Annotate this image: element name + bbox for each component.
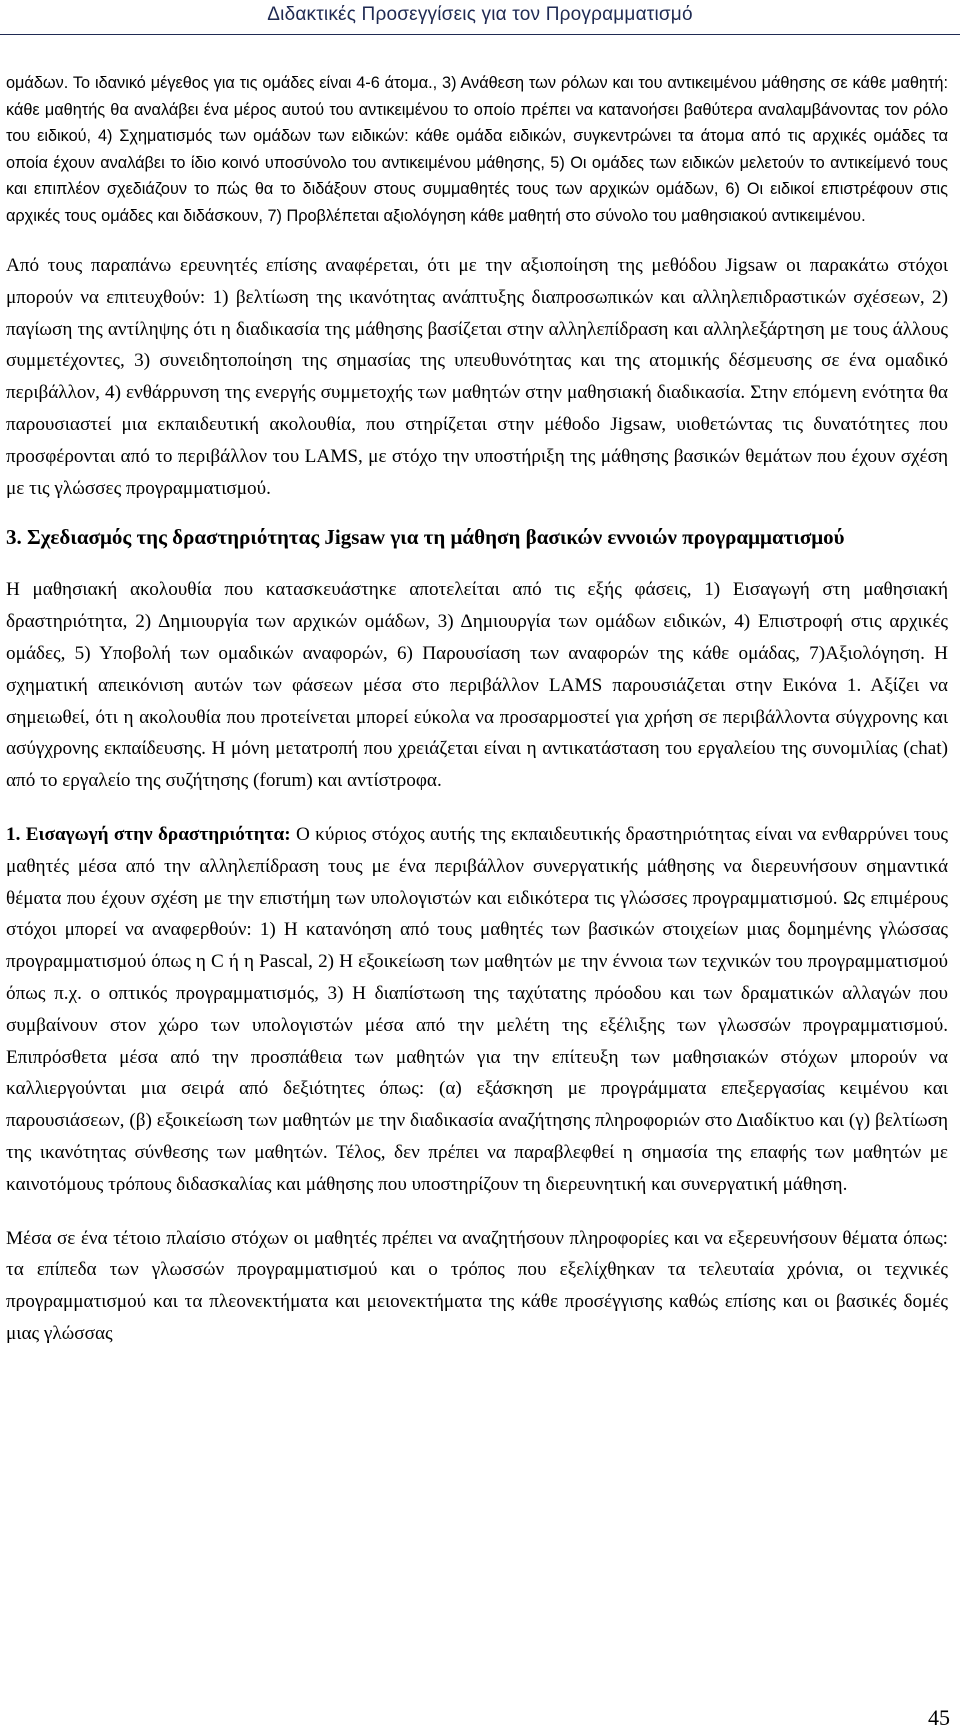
paragraph-sequence-phases: Η μαθησιακή ακολουθία που κατασκευάστηκε αποτελείται από τις εξής φάσεις, 1) Εισαγωγή στη μαθησιακή δραστηριότητα, 2) Δημιουργία των αρχικών ομάδων, 3) Δημιουργία των ομάδων ειδικών, 4) Επιστροφή στις αρχικές ομάδες, 5) Υποβολή των ομαδικών αναφορών, 6) Παρουσίαση των αναφορών της κάθε ομάδας, 7)Αξιολόγηση. Η σχηματική απεικόνιση αυτών των φάσεων μέσα στο περιβάλλον LAMS παρουσιάζεται στην Εικόνα 1. Αξίζει να σημειωθεί, ότι η ακολουθία που προτείνεται μπορεί εύκολα να προσαρμοστεί για χρήση σε περιβάλλοντα σύγχρονης και ασύγχρονης εκπαίδευσης. Η μόνη μετατροπή που χρειάζεται είναι η αντικατάσταση του εργαλείου της συνομιλίας (chat) από το εργαλείο της συζήτησης (forum) και αντίστροφα.: [6, 579, 948, 792]
paragraph-jigsaw-goals: Από τους παραπάνω ερευνητές επίσης αναφέρεται, ότι με την αξιοποίηση της μεθόδου Jigsaw οι παρακάτω στόχοι μπορούν να επιτευχθούν: 1) βελτίωση της ικανότητας ανάπτυξης διαπροσωπικών και αλληλεπιδραστικών σχέσεων, 2) παγίωση της αντίληψης ότι η διαδικασία της μάθησης βασίζεται στην αλληλεπίδραση και αλληλεξάρτηση με τους άλλους συμμετέχοντες, 3) συνειδητοποίηση της σημασίας της υπευθυνότητας και της ατομικής δέσμευσης σε ένα ομαδικό περιβάλλον, 4) ενθάρρυνση της ενεργής συμμετοχής των μαθητών στην μαθησιακή διαδικασία. Στην επόμενη ενότητα θα παρουσιαστεί μια εκπαιδευτική ακολουθία, που στηρίζεται στην μέθοδο Jigsaw, υιοθετώντας τις δυνατότητες που προσφέρονται από το περιβάλλον του LAMS, με στόχο την υποστήριξη της μάθησης βασικών θεμάτων που έχουν σχέση με τις γλώσσες προγραμματισμού.: [6, 255, 948, 499]
introduction-lead: 1. Εισαγωγή στην δραστηριότητα:: [6, 823, 291, 845]
page-number: 45: [928, 1705, 950, 1730]
section-heading: 3. Σχεδιασμός της δραστηριότητας Jigsaw για τη μάθηση βασικών εννοιών προγραμματισμού: [6, 525, 845, 550]
paragraph-introduction-phase: [6, 819, 948, 1201]
document-body: [6, 70, 948, 1350]
paragraph-topics: Μέσα σε ένα τέτοιο πλαίσιο στόχων οι μαθητές πρέπει να αναζητήσουν πληροφορίες και να εξερευνήσουν θέματα όπως: τα επίπεδα των γλωσσών προγραμματισμού και ο τρόπος που εξελίχθηκαν τα τελευταία χρόνια, οι τεχνικές προγραμματισμού και τα πλεονεκτήματα και μειονεκτήματα της κάθε προσέγγισης καθώς επίσης και οι βασικές δομές μιας γλώσσας: [6, 1227, 948, 1344]
paragraph-jigsaw-steps: ομάδων. Το ιδανικό μέγεθος για τις ομάδες είναι 4-6 άτομα., 3) Ανάθεση των ρόλων και του αντικειμένου μάθησης σε κάθε μαθητή: κάθε μαθητής θα αναλάβει ένα μέρος αυτού του αντικειμένου το οποίο πρέπει να κατανοήσει βαθύτερα αναλαμβάνοντας τον ρόλο του ειδικού, 4) Σχηματισμός των ομάδων των ειδικών: κάθε ομάδα ειδικών, συγκεντρώνει τα άτομα από τις αρχικές ομάδες τα οποία έχουν αναλάβει το ίδιο κοινό υποσύνολο του αντικειμένου μάθησης, 5) Οι ομάδες των ειδικών μελετούν το αντικείμενό τους και επιπλέον σχεδιάζουν το πώς θα το διδάξουν στους συμμαθητές τους των αρχικών ομάδων, 6) Οι ειδικοί επιστρέφουν στις αρχικές τους ομάδες και διδάσκουν, 7) Προβλέπεται αξιολόγηση κάθε μαθητή στο σύνολο του μαθησιακού αντικειμένου.: [6, 74, 948, 225]
introduction-text: Ο κύριος στόχος αυτής της εκπαιδευτικής δραστηριότητας είναι να ενθαρρύνει τους μαθητές μέσα από την αλληλεπίδραση τους με ένα περιβάλλον συνεργατικής μάθησης να διερευνήσουν σημαντικά θέματα που έχουν σχέση με την επιστήμη των υπολογιστών και ειδικότερα τις γλώσσες προγραμματισμού. Ως επιμέρους στόχοι μπορεί να αναφερθούν: 1) Η κατανόηση από τους μαθητές των βασικών στοιχείων μιας δομημένης γλώσσας προγραμματισμού όπως η C ή η Pascal, 2) Η εξοικείωση των μαθητών με την έννοια των τεχνικών του προγραμματισμού όπως π.χ. ο οπτικός προγραμματισμός, 3) Η διαπίστωση της ταχύτατης πρόοδου και των δραματικών αλλαγών που συμβαίνουν στον χώρο των υπολογιστών μέσα από την μελέτη της εξέλιξης των γλωσσών προγραμματισμού. Επιπρόσθετα μέσα από την προσπάθεια των μαθητών για την επίτευξη των μαθησιακών στόχων μπορούν να καλλιεργούνται μια σειρά από δεξιότητες όπως: (α) εξάσκηση με προγράμματα επεξεργασίας κειμένου και παρουσιάσεων, (β) εξοικείωση των μαθητών με την διαδικασία αναζήτησης πληροφοριών στο Διαδίκτυο και (γ) βελτίωση της ικανότητας σύνθεσης των μαθητών. Τέλος, δεν πρέπει να παραβλεφθεί η σημασία της επαφής των μαθητών με καινοτόμους τρόπους διδασκαλίας και μάθησης που υποστηρίζουν τη διερευνητική και συνεργατική μάθηση.: [6, 823, 948, 1195]
header-divider: [0, 34, 960, 35]
running-header: Διδακτικές Προσεγγίσεις για τον Προγραμματισμό: [267, 4, 693, 25]
